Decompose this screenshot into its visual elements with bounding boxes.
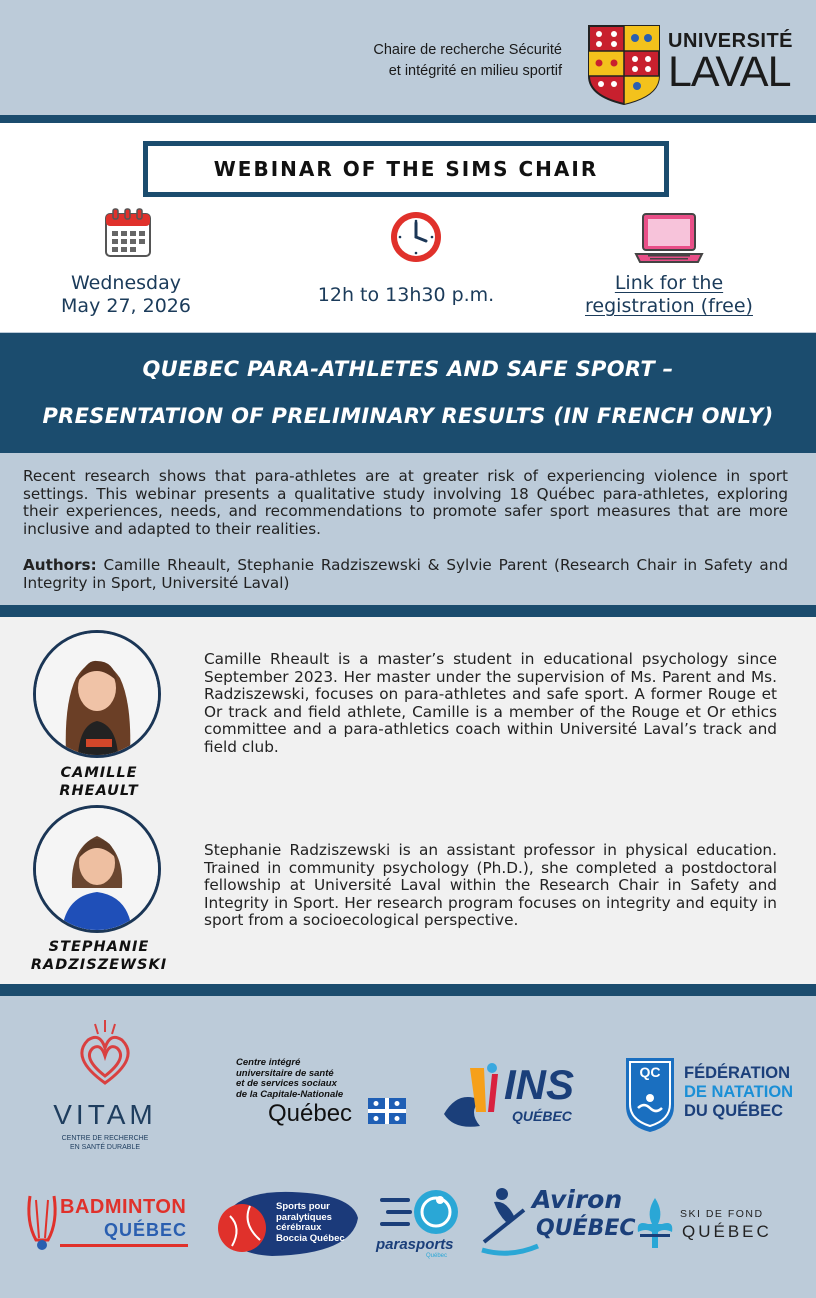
registration-link[interactable]: [560, 272, 778, 318]
aviron-line-1: Aviron: [532, 1185, 623, 1214]
speaker-bio-stephanie-radziszewski: Stephanie Radziszewski is an assistant professor in physical education. Trained in community psychology (Ph.D.), she completed a postdoctoral fellowship at Université Laval within the Research Chair in Safety and Integrity in Sport. Her research program focuses on integrity and equity in sport from a socioecological perspective.: [204, 841, 777, 930]
ins-swoosh-icon: [440, 1060, 510, 1132]
university-name: [668, 30, 794, 96]
header: [0, 0, 816, 115]
quebec-flag-icon: [368, 1098, 406, 1124]
ski-line-2: QUÉBEC: [682, 1222, 772, 1241]
fnq-badge: QC: [639, 1064, 661, 1080]
badminton-quebec-logo: [22, 1192, 190, 1252]
authors-label: Authors:: [23, 556, 97, 574]
chair-line-2: et intégrité en milieu sportif: [388, 63, 562, 79]
vitam-sub-2: EN SANTÉ DURABLE: [69, 1144, 141, 1151]
ins-quebec-logo: [440, 1060, 590, 1132]
webinar-title: WEBINAR OF THE SIMS CHAIR: [213, 157, 599, 181]
ski-de-fond-quebec-logo: [632, 1194, 796, 1252]
event-day: Wednesday: [70, 272, 181, 294]
bios-divider: [0, 984, 816, 996]
laval-shield-logo: [587, 24, 661, 106]
event-date-value: May 27, 2026: [61, 295, 191, 317]
avatar-camille-rheault: [33, 630, 161, 758]
parasports-sub: Québec: [426, 1253, 448, 1259]
vitam-emblem-icon: [30, 1018, 180, 1088]
laptop-icon: [634, 212, 704, 264]
chair-name: [373, 40, 562, 82]
speaker-name-line-2: RADZISZEWSKI: [30, 956, 168, 973]
fnq-line-2: DE NATATION: [684, 1083, 794, 1101]
fnq-line-3: DU QUÉBEC: [684, 1102, 784, 1120]
authors-line: [23, 557, 788, 592]
registration-link-line-1[interactable]: Link for the: [614, 272, 724, 294]
badminton-underline: [60, 1244, 188, 1247]
boccia-line-3: cérébraux: [276, 1222, 322, 1233]
talk-title-panel: [0, 333, 816, 453]
avatar-stephanie-radziszewski: [33, 805, 161, 933]
authors-text: Camille Rheault, Stephanie Radziszewski & Sylvie Parent (Research Chair in Safety and Integrity in Sport, Université Laval): [23, 556, 788, 592]
registration-link-line-2[interactable]: registration (free): [585, 295, 753, 317]
webinar-banner: [143, 141, 669, 197]
shuttlecock-icon: [22, 1192, 62, 1252]
boccia-line-2: paralytiques: [276, 1211, 332, 1223]
vitam-logo: [30, 1018, 180, 1150]
talk-title-line-2: PRESENTATION OF PRELIMINARY RESULTS (IN FRENCH ONLY): [42, 404, 774, 428]
parasports-wheelchair-icon: [378, 1186, 462, 1236]
university-line-2: LAVAL: [668, 48, 791, 96]
rower-icon: [480, 1186, 540, 1260]
vitam-sub-1: CENTRE DE RECHERCHE: [61, 1135, 149, 1142]
event-date: [56, 272, 196, 318]
fnq-line-1: FÉDÉRATION: [684, 1064, 791, 1082]
boccia-line-1: Sports pour: [276, 1201, 330, 1212]
event-time: 12h to 13h30 p.m.: [317, 284, 495, 306]
ciusss-line-3: et de services sociaux: [236, 1078, 337, 1089]
fleur-de-lis-skier-icon: [632, 1194, 678, 1252]
badminton-line-1: BADMINTON: [60, 1196, 187, 1218]
ciusss-quebec: Québec: [268, 1100, 353, 1127]
ciusss-line-4: de la Capitale-Nationale: [236, 1088, 344, 1100]
speaker-name-line-1: STEPHANIE: [48, 939, 150, 955]
header-divider: [0, 115, 816, 123]
parasports-name: parasports: [376, 1236, 454, 1253]
university-line-1: UNIVERSITÉ: [668, 30, 794, 52]
chair-line-1: Chaire de recherche Sécurité: [373, 42, 562, 58]
speaker-name-camille-rheault: CAMILLE RHEAULT: [59, 765, 139, 799]
ski-line-1: SKI DE FOND: [680, 1208, 764, 1220]
abstract-divider: [0, 605, 816, 617]
stephanie-portrait-image: [36, 808, 158, 930]
ciusss-line-2: universitaire de santé: [236, 1067, 334, 1079]
ins-sub: QUÉBEC: [512, 1108, 572, 1124]
ciusss-line-1: Centre intégré: [236, 1057, 301, 1068]
calendar-icon: [104, 208, 152, 258]
ciusss-logo: [236, 1058, 410, 1130]
federation-natation-logo: [624, 1056, 794, 1136]
aviron-line-2: QUÉBEC: [536, 1216, 636, 1241]
speaker-bio-camille-rheault: Camille Rheault is a master’s student in educational psychology since September 2023. Her master under the supervision of Ms. Parent and Ms. Radziszewski, focuses on para-athletes and safe sport. A former Rouge et Or track and field athlete, Camille is a member of the Rouge et Or ethics committee and a para-athletics coach within Université Laval’s track and field club.: [204, 650, 777, 756]
ins-name: INS: [504, 1061, 575, 1108]
camille-portrait-image: [36, 633, 158, 755]
abstract-panel: [0, 453, 816, 605]
badminton-line-2: QUÉBEC: [104, 1220, 188, 1240]
vitam-name: VITAM: [53, 1099, 157, 1130]
aviron-quebec-logo: [480, 1185, 636, 1260]
parasports-quebec-logo: [368, 1186, 472, 1262]
clock-icon: [388, 209, 444, 265]
abstract-text: Recent research shows that para-athletes are at greater risk of experiencing violence in sport settings. This webinar presents a qualitative study involving 18 Québec para-athletes, exploring their experiences, needs, and recommendations to promote safer sport measures that are more inclusive and adapted to their realities.: [23, 467, 788, 538]
boccia-quebec-logo: [212, 1188, 362, 1260]
speaker-name-stephanie-radziszewski: [20, 939, 178, 974]
boccia-line-4: Boccia Québec: [276, 1232, 345, 1244]
talk-title-line-1: QUEBEC PARA-ATHLETES AND SAFE SPORT –: [142, 357, 674, 381]
